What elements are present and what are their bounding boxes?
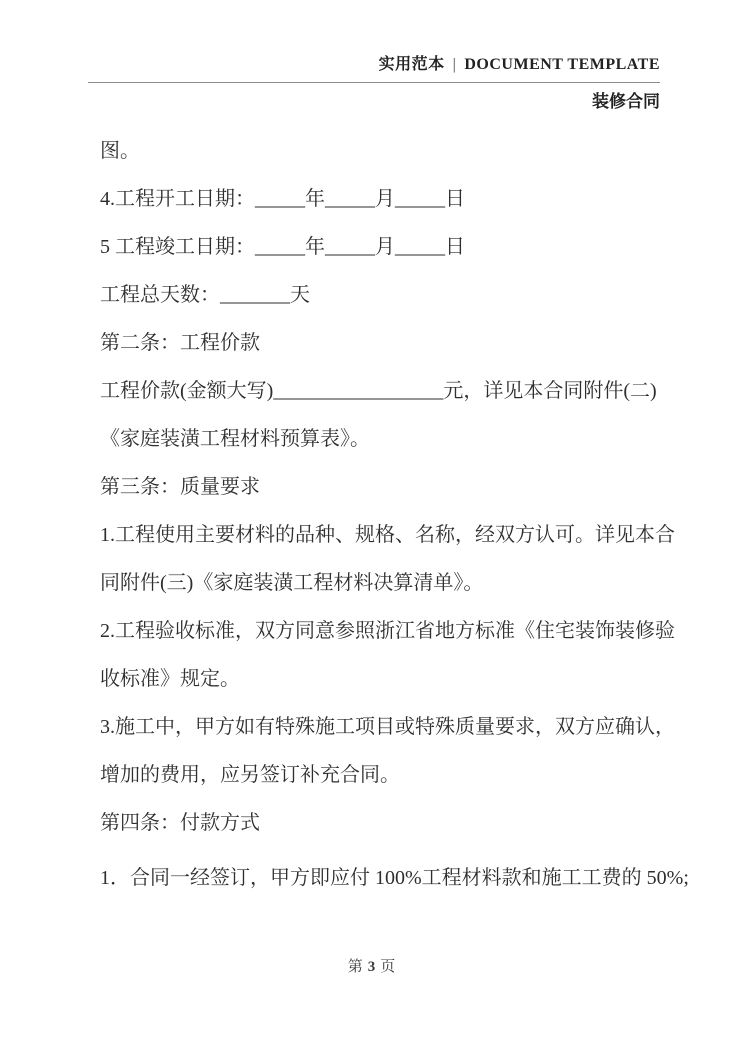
contract-line: 2.工程验收标准，双方同意参照浙江省地方标准《住宅装饰装修验 [100,620,675,642]
page-label-suffix: 页 [380,959,397,975]
contract-line: 3.施工中，甲方如有特殊施工项目或特殊质量要求，双方应确认， [100,716,675,738]
document-title: 装修合同 [592,92,660,111]
contract-line: 第二条：工程价款 [100,332,260,354]
brand-en-label: DOCUMENT TEMPLATE [464,56,660,73]
contract-line: 《家庭装潢工程材料预算表》。 [100,428,370,450]
contract-line: 增加的费用，应另签订补充合同。 [100,764,400,786]
contract-line: 第三条：质量要求 [100,476,260,498]
page-number: 3 [367,959,377,975]
contract-line: 第四条：付款方式 [100,812,260,834]
contract-line: 5 工程竣工日期：_____年_____月_____日 [100,236,465,258]
contract-body [100,127,689,902]
header-divider [88,82,660,83]
contract-line: 收标准》规定。 [100,668,240,690]
contract-line: 工程价款(金额大写)_________________元，详见本合同附件(二) [100,380,657,402]
contract-line: 同附件(三)《家庭装潢工程材料决算清单》。 [100,572,484,594]
page-footer [0,956,744,978]
contract-line: 图。 [100,140,140,162]
brand-separator: | [452,56,457,73]
contract-line: 1.工程使用主要材料的品种、规格、名称，经双方认可。详见本合 [100,524,675,546]
brand-zh-label: 实用范本 [378,56,445,73]
contract-line: 工程总天数：_______天 [100,284,310,306]
contract-line: 4.工程开工日期：_____年_____月_____日 [100,188,465,210]
page-label-prefix: 第 [347,959,364,975]
contract-line: 1．合同一经签订，甲方即应付 100%工程材料款和施工工费的 50%; [100,867,689,889]
header-brand [379,51,660,74]
